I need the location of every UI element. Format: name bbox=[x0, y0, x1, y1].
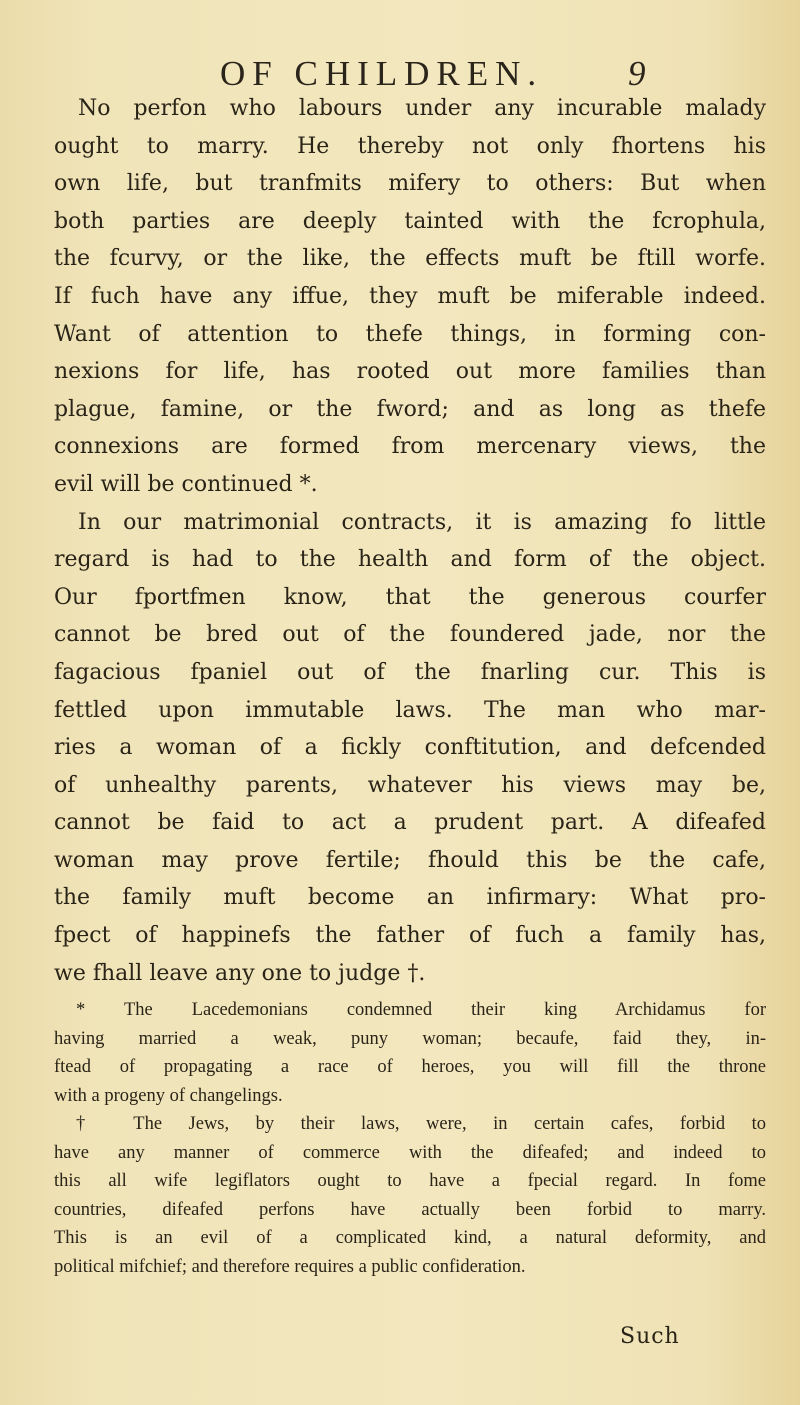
body-line: both parties are deeply tainted with the fcrophula, bbox=[54, 208, 766, 234]
body-line: we fhall leave any one to judge †. bbox=[54, 960, 426, 986]
footnote-line: This is an evil of a complicated kind, a natural deformity, and bbox=[54, 1228, 766, 1248]
footnote-line: political mifchief; and therefore requires a public confideration. bbox=[54, 1256, 526, 1277]
body-line: ries a woman of a fickly conftitution, and defcended bbox=[54, 735, 766, 761]
page-header bbox=[60, 54, 760, 94]
body-line: own life, but tranfmits mifery to others: But when bbox=[54, 171, 766, 197]
body-line: Want of attention to thefe things, in forming con- bbox=[54, 321, 766, 347]
body-line: connexions are formed from mercenary views, the bbox=[54, 434, 766, 460]
body-line: plague, famine, or the fword; and as long as thefe bbox=[54, 396, 766, 422]
footnote-line: this all wife legiflators ought to have a fpecial regard. In fome bbox=[54, 1171, 766, 1191]
footnote-line: countries, difeafed perfons have actually been forbid to marry. bbox=[54, 1199, 766, 1220]
body-line: of unhealthy parents, whatever his views may be, bbox=[54, 772, 766, 798]
footnote-line: † The Jews, by their laws, were, in certain cafes, forbid to bbox=[76, 1114, 766, 1134]
footnote-line: ftead of propagating a race of heroes, you will fill the throne bbox=[54, 1057, 766, 1077]
body-line: cannot be faid to act a prudent part. A difeafed bbox=[54, 810, 766, 836]
body-line: ought to marry. He thereby not only fhortens his bbox=[54, 133, 766, 159]
body-line: cannot be bred out of the foundered jade, nor the bbox=[54, 622, 766, 648]
body-text bbox=[54, 90, 766, 992]
body-line: No perfon who labours under any incurable malady bbox=[78, 96, 766, 121]
footnote-line: having married a weak, puny woman; becaufe, faid they, in- bbox=[54, 1028, 766, 1049]
body-line: the fcurvy, or the like, the effects muft be ftill worfe. bbox=[54, 246, 766, 272]
body-line: woman may prove fertile; fhould this be the cafe, bbox=[54, 847, 766, 873]
body-line: Our fportfmen know, that the generous courfer bbox=[54, 584, 766, 610]
body-line: In our matrimonial contracts, it is amazing fo little bbox=[78, 509, 766, 535]
body-line: If fuch have any iffue, they muft be miferable indeed. bbox=[54, 283, 766, 309]
body-line: regard is had to the health and form of the object. bbox=[54, 547, 766, 573]
body-line: nexions for life, has rooted out more families than bbox=[54, 359, 766, 385]
catchword: Such bbox=[620, 1324, 680, 1349]
footnote-line: * The Lacedemonians condemned their king Archidamus for bbox=[76, 1000, 766, 1020]
running-title: OF CHILDREN. bbox=[220, 54, 544, 93]
footnote-line: have any manner of commerce with the difeafed; and indeed to bbox=[54, 1142, 766, 1163]
page-number: 9 bbox=[628, 54, 646, 93]
body-line: evil will be continued *. bbox=[54, 471, 318, 497]
footnotes bbox=[54, 996, 766, 1281]
body-line: fettled upon immutable laws. The man who mar- bbox=[54, 697, 766, 723]
body-line: fagacious fpaniel out of the fnarling cur. This is bbox=[54, 659, 766, 685]
body-line: the family muft become an infirmary: What pro- bbox=[54, 885, 766, 911]
body-line: fpect of happinefs the father of fuch a family has, bbox=[54, 923, 766, 949]
footnote-line: with a progeny of changelings. bbox=[54, 1085, 283, 1106]
